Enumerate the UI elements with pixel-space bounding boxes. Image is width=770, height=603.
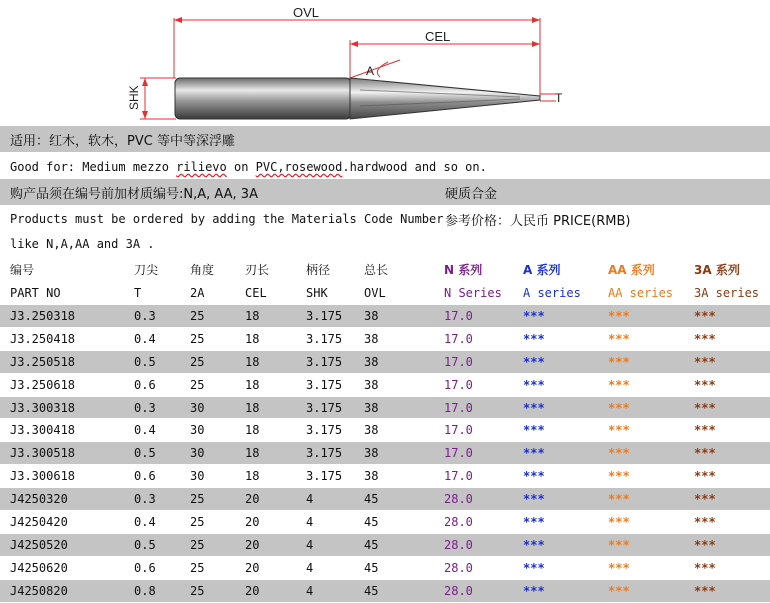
col-cn-4: 柄径 [306,262,331,277]
table-cell: 18 [245,400,260,415]
col-cn-6: N 系列 [444,262,483,277]
table-cell: 18 [245,446,260,461]
table-cell: 20 [245,537,260,552]
table-cell: 0.6 [134,560,156,575]
table-cell: 28.0 [444,537,473,552]
tip-label: T [555,91,563,105]
table-cell: 45 [364,537,379,552]
table-cell: *** [523,423,545,438]
table-cell: 38 [364,331,379,346]
table-cell: *** [523,583,545,598]
col-en-7: A series [523,286,581,300]
table-cell: 38 [364,354,379,369]
table-cell: 38 [364,469,379,484]
table-cell: 0.6 [134,469,156,484]
table-row [0,534,770,556]
table-cell: 0.4 [134,515,156,530]
table-cell: 18 [245,377,260,392]
usage-en-prefix: Good for: Medium mezzo [10,160,177,174]
table-cell: 20 [245,560,260,575]
table-cell: *** [694,492,716,507]
table-cell: *** [608,446,630,461]
table-cell: 17.0 [444,423,473,438]
table-cell: J4250320 [10,492,68,507]
table-cell: 0.3 [134,308,156,323]
col-cn-9: 3A 系列 [694,262,740,277]
table-cell: 28.0 [444,515,473,530]
table-cell: 18 [245,354,260,369]
table-cell: J4250620 [10,560,68,575]
order-en-row-2 [0,233,770,255]
usage-en-text [10,160,487,174]
table-row [0,557,770,579]
table-row [0,511,770,533]
table-cell: 38 [364,308,379,323]
table-cell: 25 [190,560,205,575]
material-text: 硬质合金 [445,186,498,202]
table-cell: *** [608,583,630,598]
table-cell: *** [523,377,545,392]
table-cell: *** [694,354,716,369]
table-cell: 28.0 [444,560,473,575]
usage-en-suffix: .hardwood and so on. [342,160,487,174]
price-label: 参考价格：人民币 PRICE(RMB) [445,213,631,229]
table-cell: 20 [245,515,260,530]
table-cell: *** [608,492,630,507]
table-cell: *** [608,331,630,346]
table-cell: 0.4 [134,331,156,346]
table-cell: *** [608,469,630,484]
table-cell: *** [694,377,716,392]
table-cell: J3.300318 [10,400,76,415]
table-cell: 3.175 [306,308,343,323]
table-cell: J3.250318 [10,308,76,323]
table-row [0,442,770,464]
table-cell: 0.3 [134,400,156,415]
table-cell: *** [694,469,716,484]
table-cell: *** [608,537,630,552]
table-cell: 17.0 [444,354,473,369]
cel-label: CEL [425,29,451,44]
table-cell: J3.250518 [10,354,76,369]
shk-label: SHK [127,85,141,110]
table-cell: 17.0 [444,308,473,323]
table-cell: 38 [364,423,379,438]
table-cell: *** [523,331,545,346]
table-cell: 0.3 [134,492,156,507]
table-cell: *** [694,331,716,346]
usage-en-word1: rilievo [176,160,227,174]
table-cell: 0.5 [134,354,156,369]
table-row [0,328,770,350]
order-en-line2: like N,A,AA and 3A . [10,237,155,251]
table-cell: 3.175 [306,400,343,415]
col-en-6: N Series [444,286,502,300]
table-cell: 38 [364,446,379,461]
col-en-3: CEL [245,286,267,300]
table-cell: 30 [190,423,205,438]
table-cell: *** [608,377,630,392]
usage-en-row [0,155,770,179]
col-cn-3: 刃长 [245,262,270,277]
col-en-8: AA series [608,286,674,300]
col-en-4: SHK [306,286,328,300]
table-cell: *** [523,446,545,461]
table-cell: 4 [306,492,314,507]
table-cell: *** [694,515,716,530]
table-cell: 45 [364,560,379,575]
table-cell: 18 [245,423,260,438]
usage-en-mid: on [226,160,256,174]
table-cell: 20 [245,492,260,507]
col-en-1: T [134,286,142,300]
table-cell: *** [523,400,545,415]
table-cell: 45 [364,583,379,598]
table-cell: 18 [245,331,260,346]
table-cell: 18 [245,469,260,484]
table-row [0,351,770,373]
table-cell: 25 [190,354,205,369]
table-cell: *** [608,400,630,415]
table-cell: J3.250418 [10,331,76,346]
table-cell: *** [694,583,716,598]
table-cell: 0.6 [134,377,156,392]
table-cell: J3.300518 [10,446,76,461]
table-row [0,580,770,602]
table-row [0,397,770,419]
usage-cn-text: 适用：红木，软木，PVC 等中等深浮雕 [10,133,235,149]
table-row [0,305,770,327]
header-en-row [0,282,770,304]
table-cell: 25 [190,515,205,530]
table-row [0,374,770,396]
table-cell: *** [694,423,716,438]
table-cell: *** [694,308,716,323]
table-cell: 17.0 [444,469,473,484]
col-en-2: 2A [190,286,205,300]
order-en-line1: Products must be ordered by adding the Materials Code Number [10,212,444,226]
usage-cn-row [0,126,770,152]
table-cell: 45 [364,492,379,507]
table-cell: *** [608,308,630,323]
engraving-bit-diagram [0,0,770,126]
order-cn-text: 购产品须在编号前加材质编号:N,A, AA, 3A [10,186,258,202]
table-cell: *** [523,537,545,552]
col-cn-8: AA 系列 [608,262,655,277]
table-cell: 28.0 [444,583,473,598]
table-cell: *** [608,515,630,530]
ovl-label: OVL [293,5,320,20]
table-cell: 38 [364,400,379,415]
order-cn-row [0,179,770,205]
table-cell: *** [694,446,716,461]
table-cell: 30 [190,469,205,484]
table-cell: 3.175 [306,331,343,346]
table-cell: 4 [306,583,314,598]
col-en-5: OVL [364,286,386,300]
table-cell: 45 [364,515,379,530]
table-cell: *** [608,354,630,369]
table-cell: *** [694,537,716,552]
table-cell: 30 [190,446,205,461]
table-row [0,465,770,487]
col-cn-1: 刀尖 [134,262,159,277]
table-cell: 30 [190,400,205,415]
col-cn-7: A 系列 [523,262,561,277]
table-cell: *** [523,354,545,369]
col-cn-2: 角度 [190,262,215,277]
table-cell: *** [523,469,545,484]
table-cell: 25 [190,308,205,323]
table-cell: J4250820 [10,583,68,598]
table-row [0,420,770,442]
table-cell: *** [694,560,716,575]
table-cell: *** [608,423,630,438]
table-cell: *** [694,400,716,415]
col-cn-0: 编号 [10,262,35,277]
table-cell: 18 [245,308,260,323]
table-cell: 17.0 [444,331,473,346]
table-cell: 28.0 [444,492,473,507]
table-cell: 0.5 [134,537,156,552]
table-cell: *** [608,560,630,575]
table-cell: J3.300418 [10,423,76,438]
order-en-row-1 [0,207,770,231]
table-cell: J3.300618 [10,469,76,484]
table-cell: 0.4 [134,423,156,438]
col-en-0: PART NO [10,286,61,300]
table-cell: 3.175 [306,469,343,484]
table-cell: *** [523,515,545,530]
table-cell: J4250420 [10,515,68,530]
table-cell: 3.175 [306,423,343,438]
angle-label: A [366,64,375,78]
table-cell: 4 [306,560,314,575]
table-cell: 3.175 [306,354,343,369]
table-cell: 25 [190,377,205,392]
table-cell: 25 [190,583,205,598]
col-en-9: 3A series [694,286,760,300]
table-cell: 4 [306,537,314,552]
table-cell: *** [523,492,545,507]
table-cell: 25 [190,492,205,507]
table-cell: J4250520 [10,537,68,552]
table-cell: 3.175 [306,446,343,461]
header-cn-row [0,257,770,281]
table-cell: 3.175 [306,377,343,392]
table-cell: 0.5 [134,446,156,461]
table-cell: 17.0 [444,377,473,392]
table-row [0,488,770,510]
table-cell: 25 [190,537,205,552]
table-cell: J3.250618 [10,377,76,392]
table-cell: *** [523,308,545,323]
table-cell: 4 [306,515,314,530]
table-cell: *** [523,560,545,575]
table-cell: 38 [364,377,379,392]
col-cn-5: 总长 [364,262,389,277]
table-cell: 17.0 [444,400,473,415]
table-cell: 0.8 [134,583,156,598]
usage-en-word2: PVC,rosewood [255,160,343,174]
table-cell: 17.0 [444,446,473,461]
table-cell: 25 [190,331,205,346]
table-cell: 20 [245,583,260,598]
